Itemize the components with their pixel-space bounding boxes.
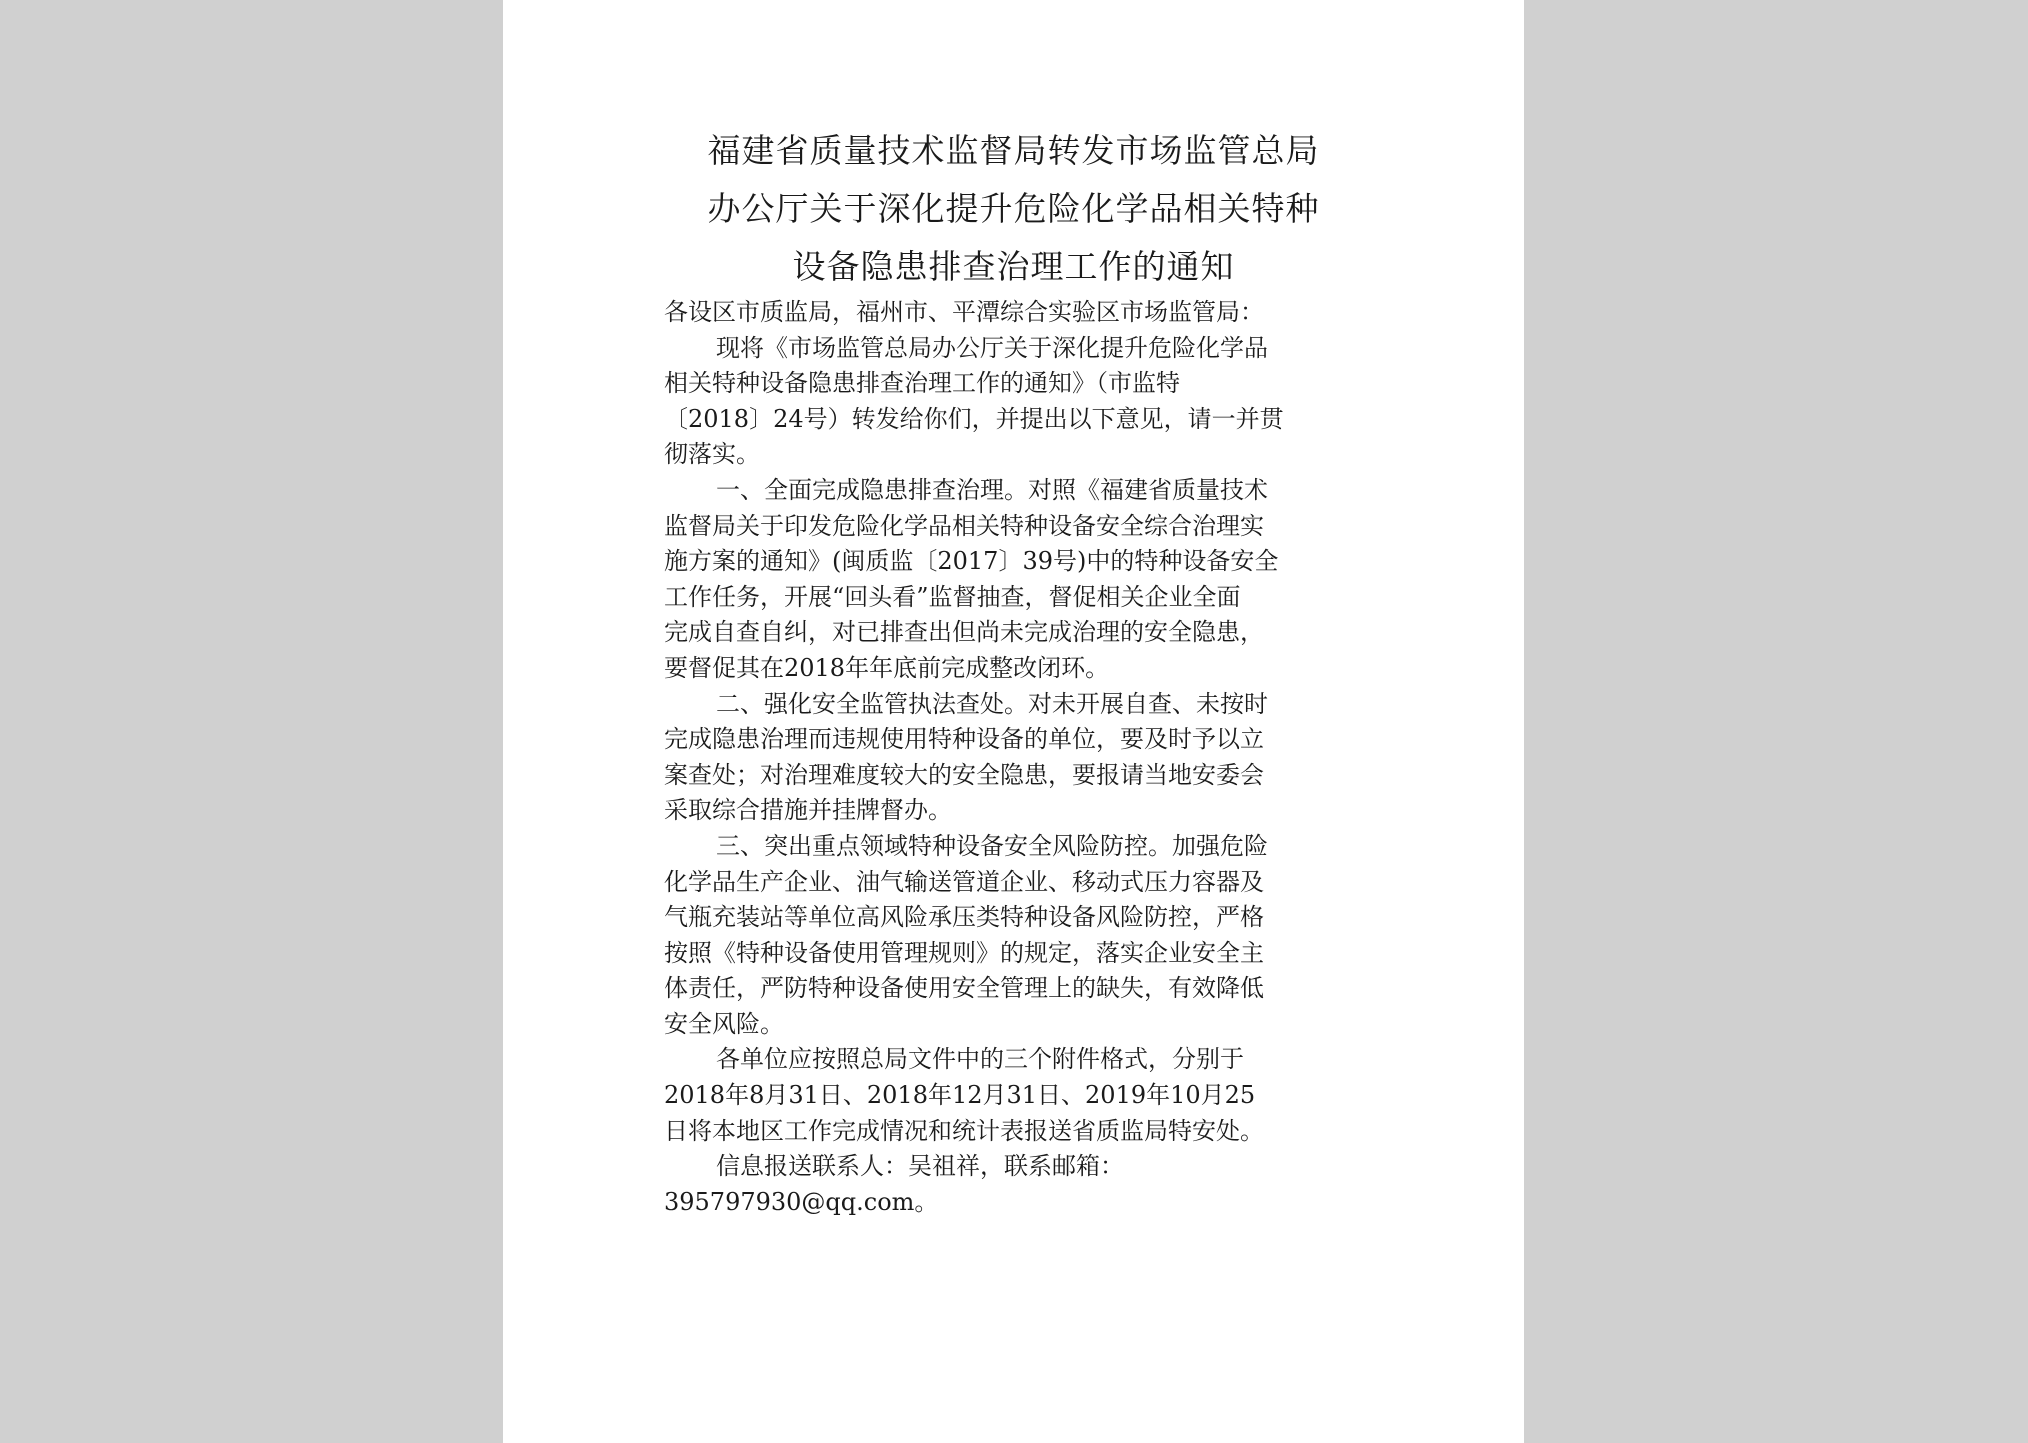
title-line: 办公厅关于深化提升危险化学品相关特种	[707, 189, 1320, 228]
paragraph-line: 案查处；对治理难度较大的安全隐患，要报请当地安委会	[664, 760, 1264, 789]
salutation: 各设区市质监局，福州市、平潭综合实验区市场监管局：	[664, 298, 1264, 326]
title-line: 设备隐患排查治理工作的通知	[792, 247, 1235, 286]
paragraph-line: 彻落实。	[664, 440, 760, 469]
paragraph-deadlines	[664, 1042, 1369, 1149]
paragraph-line: 二、强化安全监管执法查处。对未开展自查、未按时	[716, 689, 1268, 718]
paragraph-item-3	[664, 829, 1369, 1043]
paragraph-line: 完成自查自纠，对已排查出但尚未完成治理的安全隐患，	[664, 618, 1264, 647]
paragraph-line: 采取综合措施并挂牌督办。	[664, 796, 952, 825]
paragraph-line: 化学品生产企业、油气输送管道企业、移动式压力容器及	[664, 867, 1264, 896]
paragraph-line: 〔2018〕24号）转发给你们，并提出以下意见，请一并贯	[664, 404, 1284, 433]
paragraph-line: 各单位应按照总局文件中的三个附件格式，分别于	[716, 1045, 1244, 1074]
paragraph-line: 完成隐患治理而违规使用特种设备的单位，要及时予以立	[664, 725, 1264, 754]
document-title	[503, 122, 1524, 296]
contact-email: 395797930@qq.com。	[664, 1187, 939, 1216]
paragraph-line: 工作任务，开展“回头看”监督抽查，督促相关企业全面	[664, 582, 1241, 611]
paragraph-line: 现将《市场监管总局办公厅关于深化提升危险化学品	[716, 333, 1268, 362]
paragraph-item-1	[664, 473, 1369, 687]
paragraph-line: 气瓶充装站等单位高风险承压类特种设备风险防控，严格	[664, 903, 1264, 932]
paragraph-line: 三、突出重点领域特种设备安全风险防控。加强危险	[716, 831, 1268, 860]
paragraph-line: 按照《特种设备使用管理规则》的规定，落实企业安全主	[664, 938, 1264, 967]
paragraph-line: 日将本地区工作完成情况和统计表报送省质监局特安处。	[664, 1116, 1264, 1145]
paragraph-contact	[664, 1149, 1369, 1220]
document-body	[664, 295, 1369, 1220]
paragraph-line: 信息报送联系人：吴祖祥，联系邮箱：	[716, 1152, 1124, 1181]
paragraph-line: 施方案的通知》(闽质监〔2017〕39号)中的特种设备安全	[664, 547, 1279, 576]
paragraph-line: 要督促其在2018年年底前完成整改闭环。	[664, 653, 1110, 682]
paragraph-item-2	[664, 687, 1369, 829]
paragraph-line: 体责任，严防特种设备使用安全管理上的缺失，有效降低	[664, 974, 1264, 1003]
paragraph-line: 一、全面完成隐患排查治理。对照《福建省质量技术	[716, 475, 1268, 504]
paragraph-intro	[664, 331, 1369, 473]
title-line: 福建省质量技术监督局转发市场监管总局	[707, 131, 1320, 170]
paragraph-line: 2018年8月31日、2018年12月31日、2019年10月25	[664, 1081, 1256, 1110]
paragraph-line: 安全风险。	[664, 1009, 784, 1038]
document-page	[503, 0, 1524, 1443]
paragraph-line: 监督局关于印发危险化学品相关特种设备安全综合治理实	[664, 511, 1264, 540]
paragraph-line: 相关特种设备隐患排查治理工作的通知》（市监特	[664, 369, 1180, 398]
